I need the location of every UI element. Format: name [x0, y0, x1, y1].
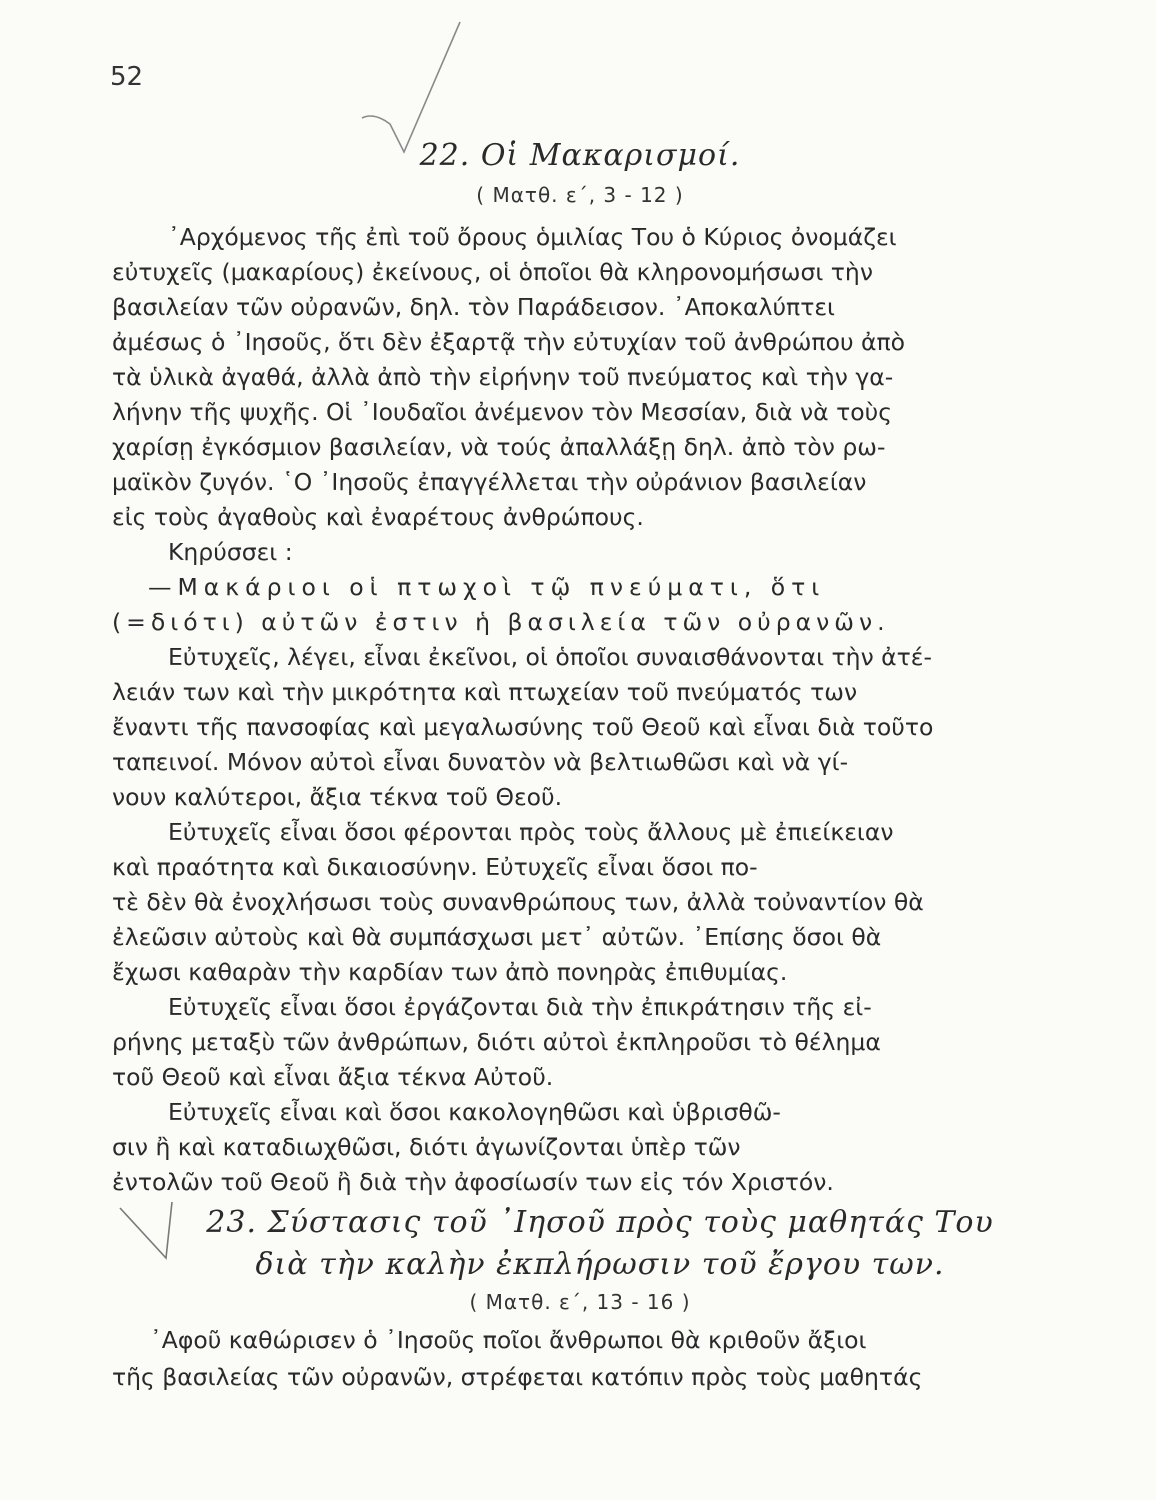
beatitude-quote-line: —Μακάριοι οἱ πτωχοὶ τῷ πνεύματι, ὅτι	[148, 573, 826, 601]
text-line: Εὐτυχεῖς εἶναι καὶ ὅσοι κακολογηθῶσι καὶ ὑβρισθῶ-	[168, 1098, 781, 1126]
text-line: Εὐτυχεῖς εἶναι ὅσοι ἐργάζονται διὰ τὴν ἐπικράτησιν τῆς εἰ-	[168, 993, 872, 1021]
text-line: εἰς τοὺς ἀγαθοὺς καὶ ἐναρέτους ἀνθρώπους.	[112, 503, 644, 531]
text-line: τῆς βασιλείας τῶν οὐρανῶν, στρέφεται κατόπιν πρὸς τοὺς μαθητάς	[112, 1363, 923, 1391]
section-22-reference: ( Ματθ. ε΄, 3 - 12 )	[476, 183, 684, 207]
text-line: τὰ ὑλικὰ ἀγαθά, ἀλλὰ ἀπὸ τὴν εἰρήνην τοῦ πνεύματος καὶ τὴν γα-	[112, 363, 894, 391]
text-line: τὲ δὲν θὰ ἐνοχλήσωσι τοὺς συνανθρώπους των, ἀλλὰ τοὐναντίον θὰ	[112, 888, 924, 916]
section-23-title-line1: 23. Σύστασις τοῦ ᾿Ιησοῦ πρὸς τοὺς μαθητάς Του	[206, 1205, 994, 1240]
text-line: καὶ πραότητα καὶ δικαιοσύνην. Εὐτυχεῖς εἶναι ὅσοι πο-	[112, 853, 758, 881]
beatitude-quote-line: (=διότι) αὐτῶν ἐστιν ἡ βασιλεία τῶν οὐρανῶν.	[112, 608, 890, 636]
text-line: ἔχωσι καθαρὰν τὴν καρδίαν των ἀπὸ πονηρὰς ἐπιθυμίας.	[112, 958, 788, 986]
text-line: Εὐτυχεῖς, λέγει, εἶναι ἐκεῖνοι, οἱ ὁποῖοι συναισθάνονται τὴν ἀτέ-	[168, 643, 932, 671]
text-line: ᾿Αφοῦ καθώρισεν ὁ ᾿Ιησοῦς ποῖοι ἄνθρωποι θὰ κριθοῦν ἄξιοι	[150, 1326, 867, 1354]
section-22-title: 22. Οἱ Μακαρισμοί.	[419, 138, 741, 173]
text-line: λειάν των καὶ τὴν μικρότητα καὶ πτωχείαν τοῦ πνεύματός των	[112, 678, 858, 706]
text-line: Κηρύσσει :	[168, 538, 293, 566]
section-23-title-line2: διὰ τὴν καλὴν ἐκπλήρωσιν τοῦ ἔργου των.	[255, 1247, 945, 1282]
text-line: ᾿Αρχόμενος τῆς ἐπὶ τοῦ ὄρους ὁμιλίας Του ὁ Κύριος ὀνομάζει	[168, 223, 897, 251]
text-line: σιν ἢ καὶ καταδιωχθῶσι, διότι ἀγωνίζονται ὑπὲρ τῶν	[112, 1133, 741, 1161]
text-line: ταπεινοί. Μόνον αὐτοὶ εἶναι δυνατὸν νὰ βελτιωθῶσι καὶ νὰ γί-	[112, 748, 849, 776]
text-line: βασιλείαν τῶν οὐρανῶν, δηλ. τὸν Παράδεισον. ᾿Αποκαλύπτει	[112, 293, 835, 321]
text-line: μαϊκὸν ζυγόν. ῾Ο ᾿Ιησοῦς ἐπαγγέλλεται τὴν οὐράνιον βασιλείαν	[112, 468, 867, 496]
text-line: εὐτυχεῖς (μακαρίους) ἐκείνους, οἱ ὁποῖοι θὰ κληρονομήσωσι τὴν	[112, 258, 873, 286]
text-line: τοῦ Θεοῦ καὶ εἶναι ἄξια τέκνα Αὐτοῦ.	[112, 1063, 554, 1091]
text-line: ἀμέσως ὁ ᾿Ιησοῦς, ὅτι δὲν ἐξαρτᾷ τὴν εὐτυχίαν τοῦ ἀνθρώπου ἀπὸ	[112, 328, 906, 356]
text-line: ἔναντι τῆς πανσοφίας καὶ μεγαλωσύνης τοῦ Θεοῦ καὶ εἶναι διὰ τοῦτο	[112, 713, 934, 741]
text-line: χαρίσῃ ἐγκόσμιον βασιλείαν, νὰ τούς ἀπαλλάξῃ δηλ. ἀπὸ τὸν ρω-	[112, 433, 886, 461]
text-line: ρήνης μεταξὺ τῶν ἀνθρώπων, διότι αὐτοὶ ἐκπληροῦσι τὸ θέλημα	[112, 1028, 881, 1056]
text-line: λήνην τῆς ψυχῆς. Οἱ ᾿Ιουδαῖοι ἀνέμενον τὸν Μεσσίαν, διὰ νὰ τοὺς	[112, 398, 892, 426]
text-line: νουν καλύτεροι, ἄξια τέκνα τοῦ Θεοῦ.	[112, 783, 563, 811]
page-number: 52	[110, 62, 144, 92]
text-line: Εὐτυχεῖς εἶναι ὅσοι φέρονται πρὸς τοὺς ἄλλους μὲ ἐπιείκειαν	[168, 818, 894, 846]
section-23-reference: ( Ματθ. ε΄, 13 - 16 )	[469, 1290, 691, 1314]
text-line: ἐλεῶσιν αὐτοὺς καὶ θὰ συμπάσχωσι μετ᾿ αὐτῶν. ᾿Επίσης ὅσοι θὰ	[112, 923, 882, 951]
text-line: ἐντολῶν τοῦ Θεοῦ ἢ διὰ τὴν ἀφοσίωσίν των εἰς τόν Χριστόν.	[112, 1168, 834, 1196]
